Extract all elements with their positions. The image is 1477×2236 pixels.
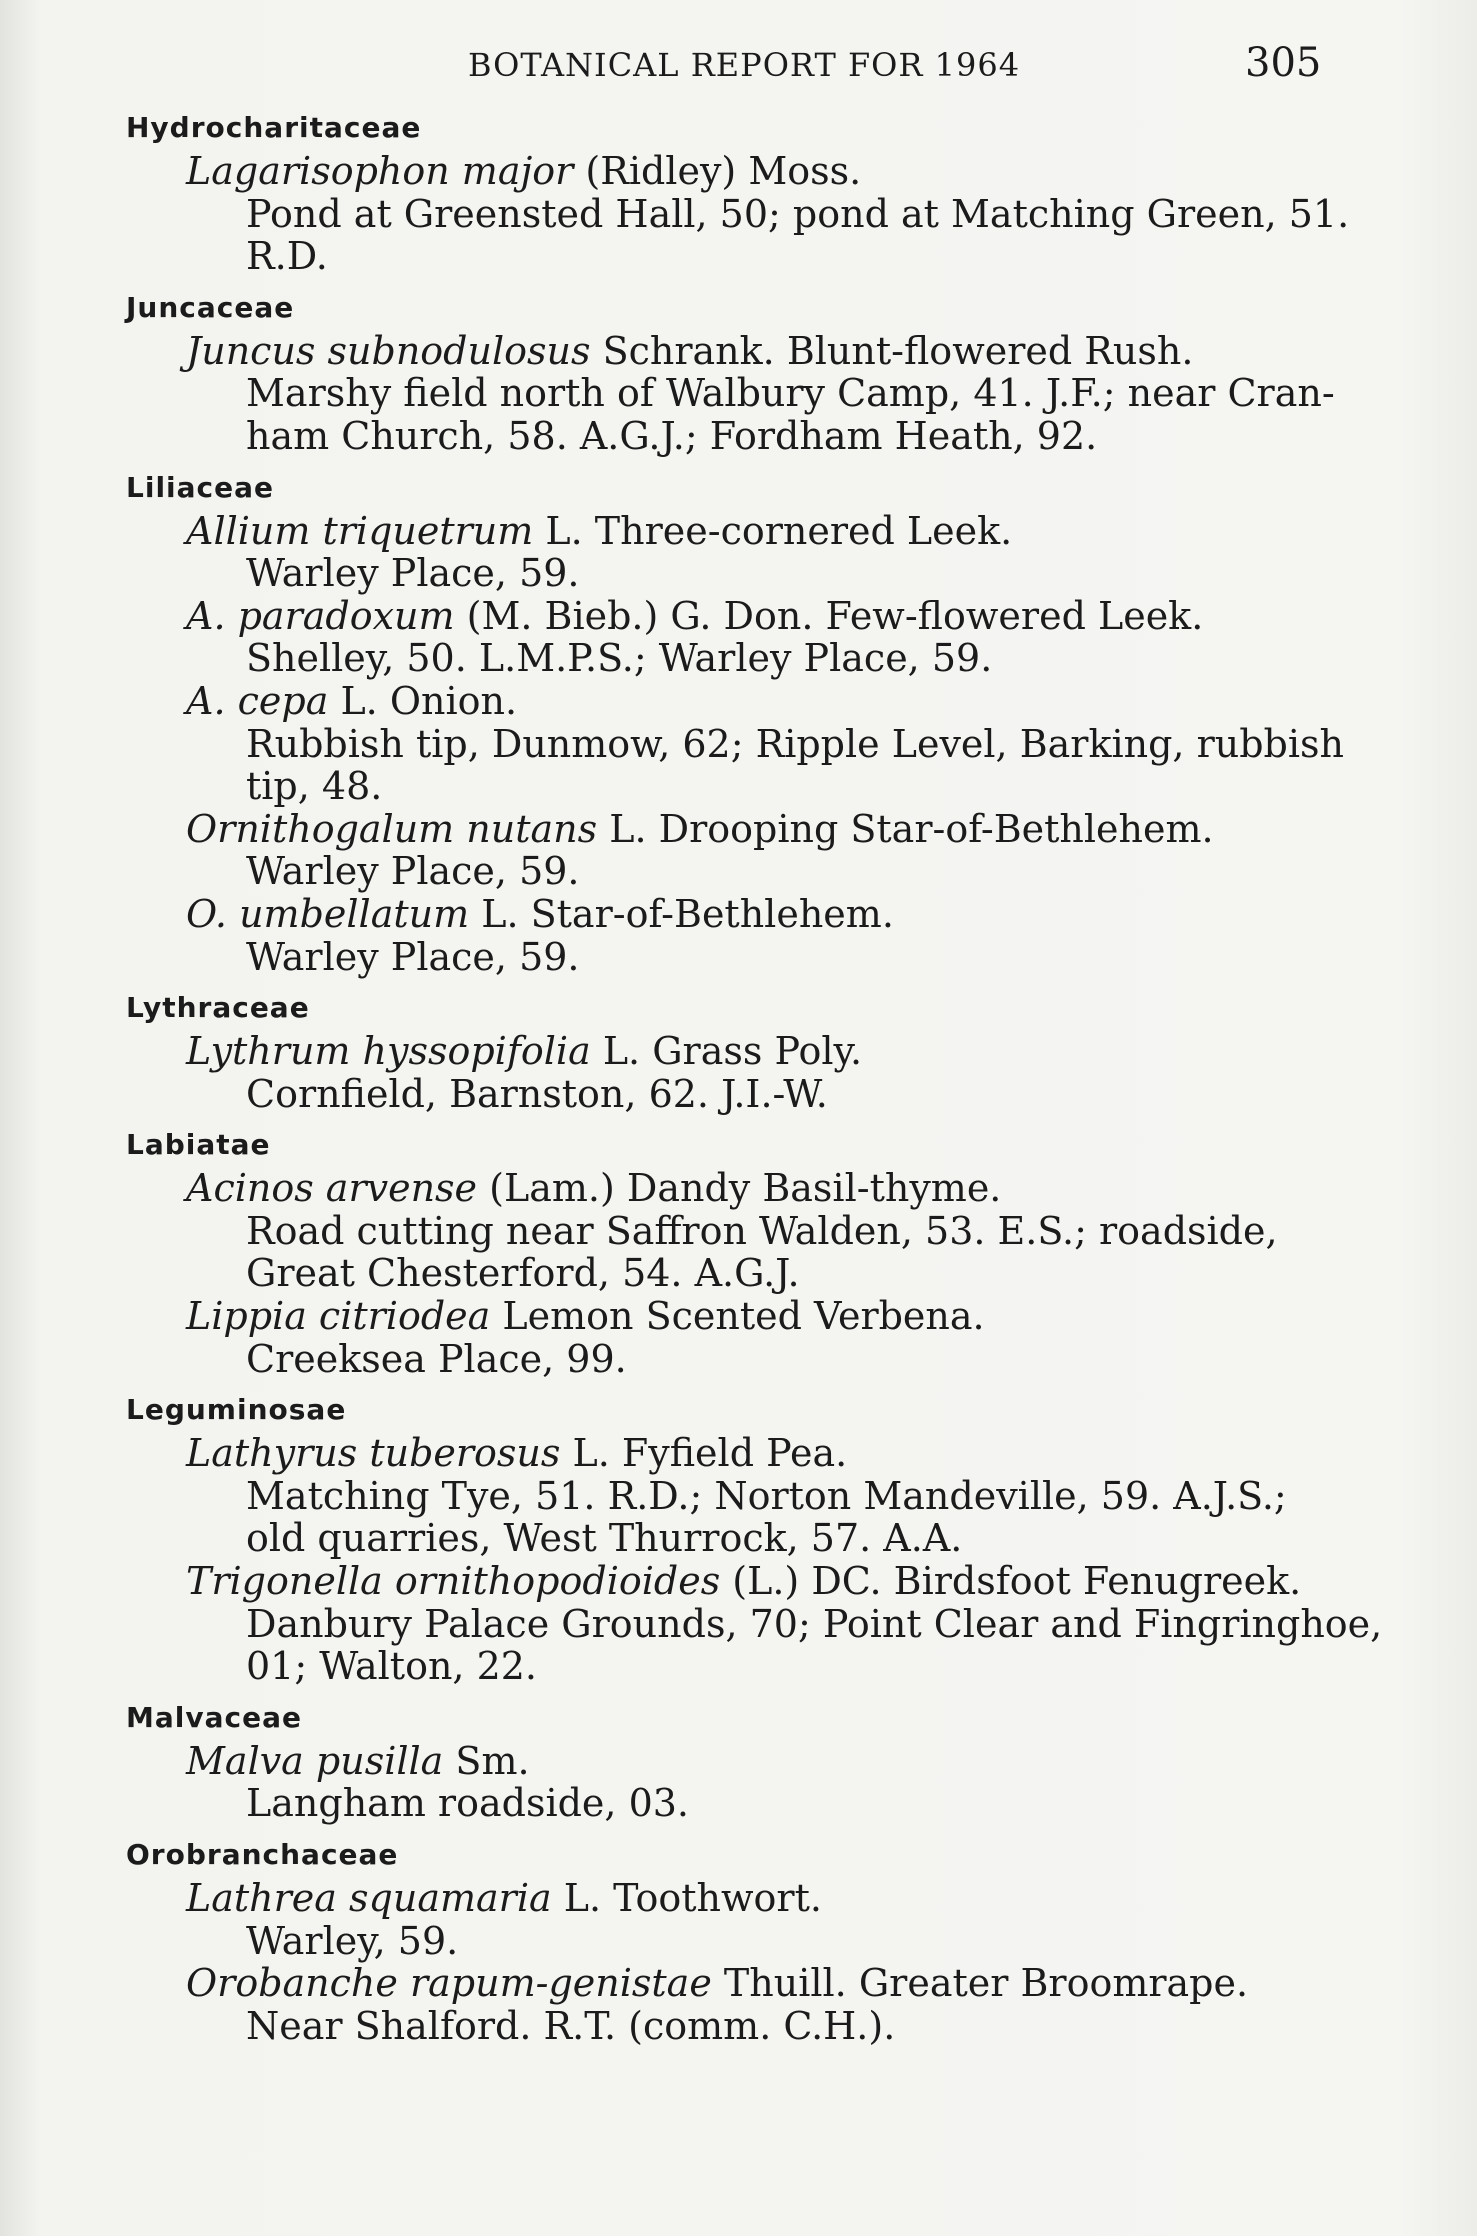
locality-line: Pond at Greensted Hall, 50; pond at Matching Green, 51. [246,191,1350,236]
species-common-name: L. Star-of-Bethlehem. [469,891,894,936]
page-number: 305 [1245,40,1322,86]
species-common-name: L. Toothwort. [551,1876,822,1920]
species-common-name: (M. Bieb.) G. Don. Few-flowered Leek. [454,593,1204,638]
family-section [0,1696,1477,1825]
species-name: O. umbellatum [186,891,470,936]
species-entry [0,330,1477,373]
locality-line: R.D. [246,234,328,279]
family-section [0,1388,1477,1688]
family-heading: Malvaceae [126,1700,302,1734]
locality-line: Cornfield, Barnston, 62. J.I.-W. [246,1071,828,1116]
species-common-name: (L.) DC. Birdsfoot Fenugreek. [720,1559,1302,1604]
species-entry [0,808,1477,851]
species-entry [0,1560,1477,1603]
species-common-name: (Ridley) Moss. [573,149,862,193]
page-header [0,38,1477,98]
family-section [0,986,1477,1115]
species-name: Orobanche rapum-genistae [186,1961,712,2006]
species-common-name: L. Grass Poly. [590,1029,863,1074]
species-name: Lippia citriodea [186,1294,491,1339]
family-section [0,1833,1477,2047]
family-heading: Lythraceae [126,991,310,1025]
locality-line: Warley Place, 59. [246,849,580,894]
family-section [0,1123,1477,1380]
species-common-name: L. Fyfield Pea. [560,1431,848,1476]
locality-line: Langham roadside, 03. [246,1781,690,1826]
species-name: Trigonella ornithopodioides [186,1559,721,1604]
species-name: Lythrum hyssopifolia [186,1029,591,1074]
family-heading: Juncaceae [126,290,295,324]
family-heading: Hydrocharitaceae [126,111,422,144]
locality-line: tip, 48. [246,764,383,809]
species-entry [0,1167,1477,1210]
locality-line: Marshy field north of Walbury Camp, 41. J.F.; near Cran- [246,371,1335,416]
species-common-name: Thuill. Greater Broomrape. [711,1961,1249,2006]
species-entry [0,1295,1477,1338]
locality-line: Near Shalford. R.T. (comm. C.H.). [246,2003,896,2048]
locality-line: Great Chesterford, 54. A.G.J. [246,1251,800,1296]
species-entry [0,680,1477,723]
species-common-name: Sm. [443,1738,530,1783]
species-common-name: Lemon Scented Verbena. [490,1294,985,1339]
locality-line: old quarries, West Thurrock, 57. A.A. [246,1516,963,1561]
species-common-name: L. Three-cornered Leek. [533,508,1013,553]
species-entry [0,893,1477,936]
species-name: Juncus subnodulosus [186,328,591,373]
species-name: Lathyrus tuberosus [186,1431,561,1476]
locality-line: Matching Tye, 51. R.D.; Norton Mandeville, 59. A.J.S.; [246,1473,1287,1518]
species-name: Acinos arvense [186,1166,478,1211]
locality-line: ham Church, 58. A.G.J.; Fordham Heath, 92. [246,413,1098,458]
species-entry [0,1030,1477,1073]
species-entry [0,1962,1477,2005]
locality-line: Danbury Palace Grounds, 70; Point Clear and Fingringhoe, [246,1601,1383,1646]
species-entry [0,1432,1477,1475]
locality-line: Rubbish tip, Dunmow, 62; Ripple Level, Barking, rubbish [246,721,1345,766]
family-heading: Liliaceae [126,470,275,504]
running-head: BOTANICAL REPORT FOR 1964 [468,46,1021,84]
species-entry [0,595,1477,638]
locality-line: Warley, 59. [246,1918,459,1963]
species-common-name: L. Drooping Star-of-Bethlehem. [597,806,1214,851]
species-name: A. cepa [186,678,329,723]
family-section [0,466,1477,979]
species-common-name: L. Onion. [328,678,518,723]
species-common-name: (Lam.) Dandy Basil-thyme. [477,1166,1002,1211]
species-entry [0,510,1477,553]
locality-line: Shelley, 50. L.M.P.S.; Warley Place, 59. [246,636,993,681]
species-entry [0,1877,1477,1920]
species-name: Allium triquetrum [186,508,534,553]
family-section [0,286,1477,458]
species-name: Malva pusilla [186,1738,444,1783]
family-section [0,106,1477,278]
species-common-name: Schrank. Blunt-flowered Rush. [590,328,1194,373]
family-heading: Leguminosae [126,1393,347,1427]
species-entry [0,1740,1477,1783]
family-heading: Orobranchaceae [126,1838,399,1871]
locality-line: Warley Place, 59. [246,934,580,979]
species-name: A. paradoxum [186,593,455,638]
locality-line: Creeksea Place, 99. [246,1336,627,1381]
species-entry [0,150,1477,193]
species-name: Ornithogalum nutans [186,806,598,851]
species-name: Lathrea squamaria [186,1876,552,1920]
species-list [0,106,1477,2047]
locality-line: 01; Walton, 22. [246,1644,538,1689]
locality-line: Road cutting near Saffron Walden, 53. E.S.; roadside, [246,1208,1278,1253]
locality-line: Warley Place, 59. [246,551,580,596]
species-name: Lagarisophon major [186,149,574,193]
family-heading: Labiatae [126,1128,271,1162]
